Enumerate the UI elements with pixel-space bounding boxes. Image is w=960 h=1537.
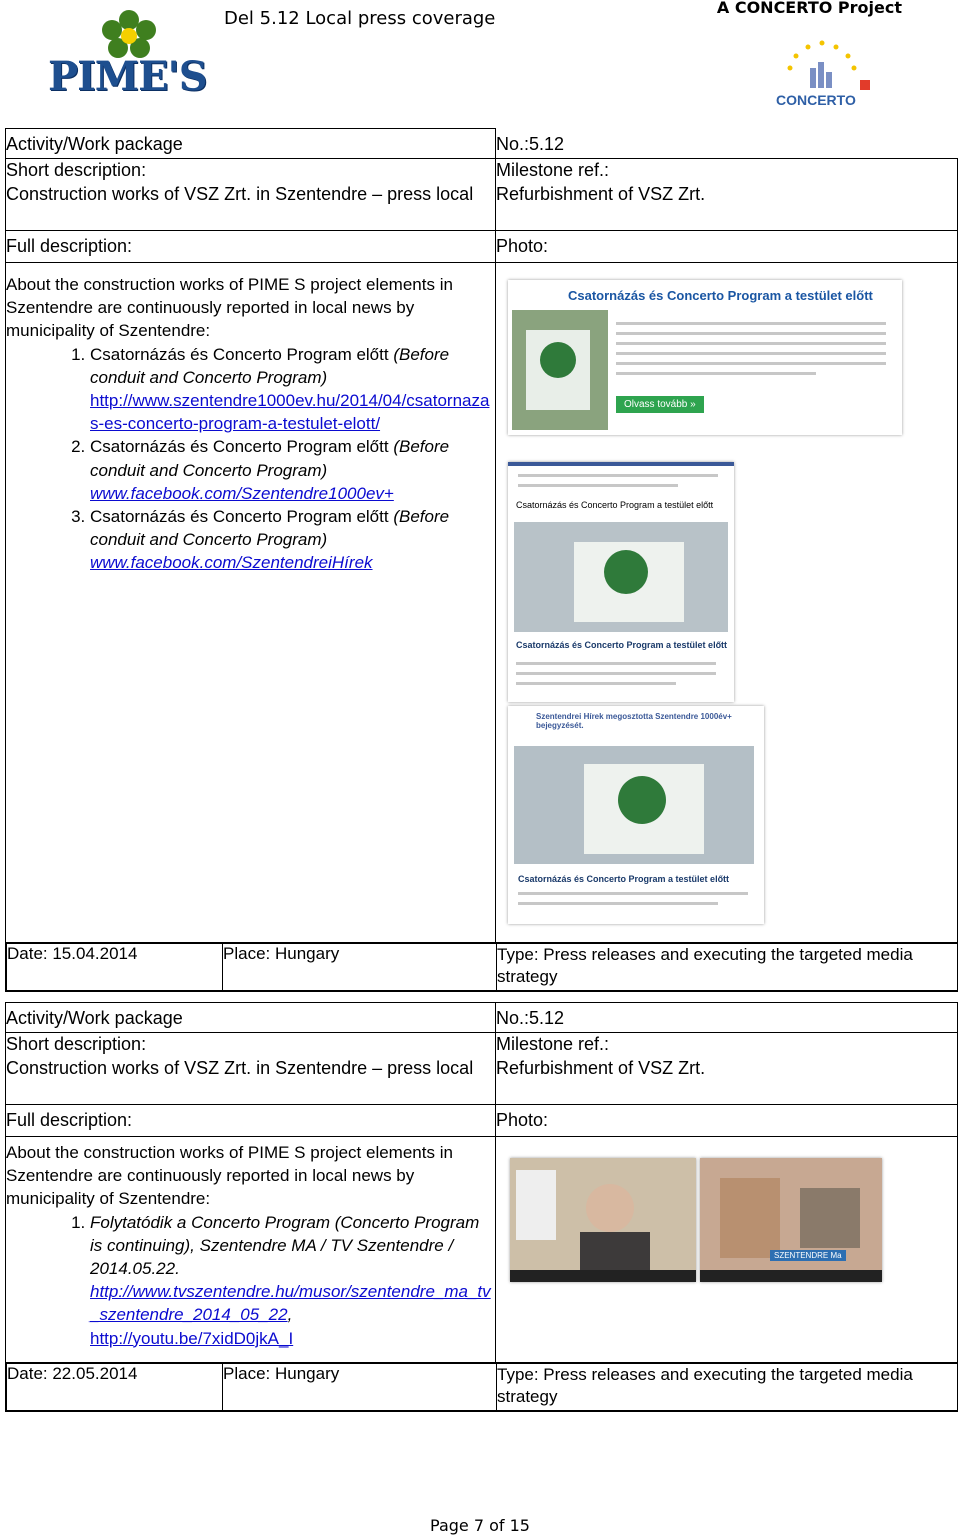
news-screenshot-3 [508,706,764,924]
list-item: 1. Folytatódik a Concerto Program (Concerto Program is continuing), Szentendre MA / TV Szentendre / 2014.05.22. http://www.tvszentendre.hu/musor/szentendre_ma_tv_szentendre_2014_05_22, http://youtu.be/7xidD0jkA_I [90,1211,495,1350]
page-number: Page 7 of 15 [430,1516,530,1535]
milestone-label: Milestone ref.: [496,1034,610,1054]
entry-footer [6,943,958,992]
full-description-label: Full description: [6,231,496,263]
news-screenshot-1 [508,280,902,435]
activity-label: Activity/Work package [6,1003,496,1033]
list-item [90,435,495,505]
news-link[interactable]: http://www.szentendre1000ev.hu/2014/04/csatornazas-es-concerto-program-a-testulet-elott/ [90,391,490,434]
entry-footer [6,1363,958,1412]
document-title: Del 5.12 Local press coverage [224,8,496,29]
entry-date: Date: 15.04.2014 [7,944,223,991]
activity-table-1 [5,128,958,992]
concerto-logo-text: CONCERTO [776,92,856,108]
video-frame-icon [700,1158,882,1282]
video-screenshot-1 [510,1158,696,1282]
description-intro: About the construction works of PIME S project elements in Szentendre are continuously reported in local news by municipality of Szentendre: [6,275,453,341]
news-screenshot-2 [508,462,734,702]
screenshot-caption: Csatornázás és Concerto Program a testület előtt [516,640,728,650]
entry-date: Date: 22.05.2014 [7,1364,223,1411]
work-package-no: No.:5.12 [496,129,958,159]
video-frame-icon [510,1158,696,1282]
activity-label: Activity/Work package [6,129,496,159]
news-title: Csatornázás és Concerto Program előtt [90,437,389,457]
sign-photo-icon [512,310,608,430]
news-link[interactable]: http://www.tvszentendre.hu/musor/szentendre_ma_tv_szentendre_2014_05_22 [90,1282,491,1325]
news-translation: (Before conduit and Concerto Program) [90,344,450,387]
list-item [90,505,495,575]
project-title: A CONCERTO Project [716,0,902,17]
video-screenshot-2 [700,1158,882,1282]
news-title: Csatornázás és Concerto Program előtt [90,507,389,527]
screenshot-heading: Szentendrei Hírek megosztotta Szentendre 1000év+ bejegyzését. [536,712,732,730]
photo-label: Photo: [496,231,958,263]
milestone [496,1033,958,1105]
short-description-text: Construction works of VSZ Zrt. in Szentendre – press local [6,1057,474,1078]
sign-photo-icon [514,522,728,632]
news-translation: (Before conduit and Concerto Program) [90,507,450,550]
news-link[interactable]: www.facebook.com/Szentendre1000ev+ [90,483,394,503]
screenshot-caption: Csatornázás és Concerto Program a testület előtt [518,874,730,884]
pimes-logo-text: PIME'S [48,53,207,100]
entry-place: Place: Hungary [223,944,497,991]
list-item [90,343,495,436]
entry-type: Type: Press releases and executing the targeted media strategy [497,944,958,991]
video-link[interactable]: http://youtu.be/7xidD0jkA_I [90,1328,294,1348]
page-header [0,0,960,120]
full-description-label: Full description: [6,1105,496,1137]
news-title: Csatornázás és Concerto Program előtt [90,344,389,364]
news-list [6,343,495,575]
short-description-label: Short description: [6,1034,147,1054]
news-link[interactable]: www.facebook.com/SzentendreiHírek [90,553,373,573]
milestone-label: Milestone ref.: [496,160,610,180]
full-description [6,1137,496,1363]
entry-place: Place: Hungary [223,1364,497,1411]
stars-ring-icon [770,38,880,94]
photo-label: Photo: [496,1105,958,1137]
description-intro: About the construction works of PIME S project elements in Szentendre are continuously reported in local news by municipality of Szentendre: [6,1143,453,1209]
pimes-logo [48,8,207,100]
news-title: Folytatódik a Concerto Program (Concerto Program is continuing), Szentendre MA / TV Szentendre / 2014.05.22. [90,1212,480,1279]
short-description-text: Construction works of VSZ Zrt. in Szentendre – press local [6,183,474,204]
entry-type: Type: Press releases and executing the targeted media strategy [497,1364,958,1411]
video-tag: SZENTENDRE Ma [770,1250,846,1261]
work-package-no: No.:5.12 [496,1003,958,1033]
news-list [6,1211,495,1350]
sign-photo-icon [514,746,754,864]
short-description-label: Short description: [6,160,147,180]
full-description [6,263,496,943]
milestone-text: Refurbishment of VSZ Zrt. [496,1057,706,1078]
short-description [6,159,496,231]
milestone [496,159,958,231]
screenshot-heading: Csatornázás és Concerto Program a testület előtt [516,500,714,510]
news-translation: (Before conduit and Concerto Program) [90,437,450,480]
screenshot-title: Csatornázás és Concerto Program a testület előtt [568,288,873,303]
read-more-button[interactable]: Olvass tovább » [616,396,704,413]
concerto-logo [770,38,880,110]
short-description [6,1033,496,1105]
milestone-text: Refurbishment of VSZ Zrt. [496,183,706,204]
